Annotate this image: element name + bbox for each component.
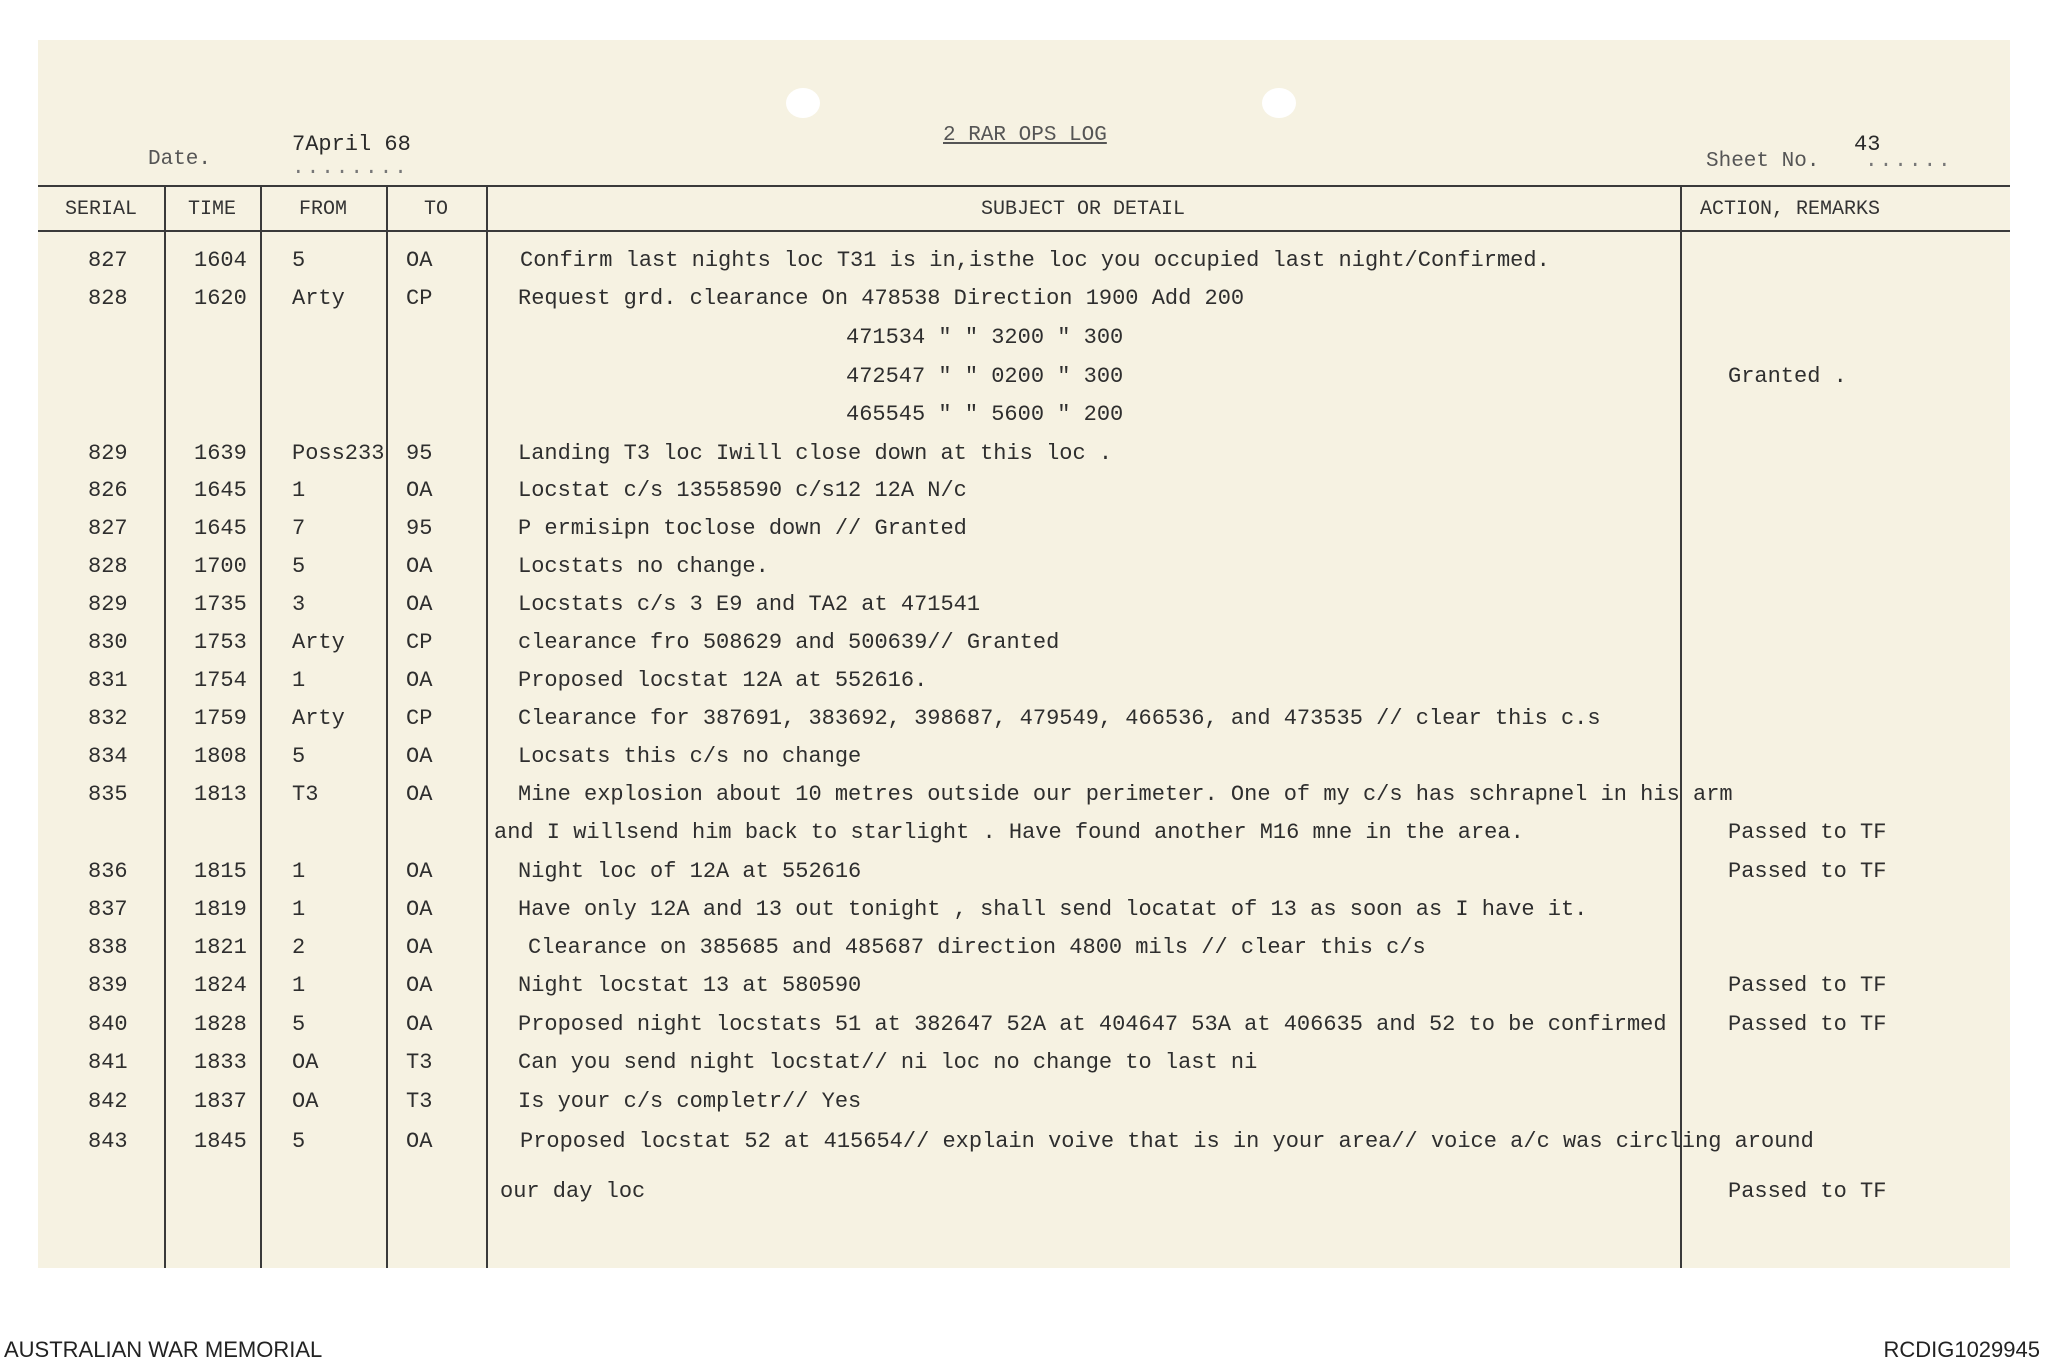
log-title xyxy=(943,124,1107,147)
row-time: 1639 xyxy=(194,441,247,466)
row-from: 5 xyxy=(292,554,306,579)
log-title-text: 2 RAR OPS LOG xyxy=(943,124,1107,147)
row-from: 5 xyxy=(292,1012,306,1037)
row-subject: Request grd. clearance On 478538 Direction 1900 Add 200 xyxy=(518,286,1245,311)
row-to: CP xyxy=(406,286,433,311)
row-serial: 843 xyxy=(88,1129,128,1154)
row-to: 95 xyxy=(406,441,433,466)
row-subject: Confirm last nights loc T31 is in,isthe loc you occupied last night/Confirmed. xyxy=(520,248,1550,273)
row-from: 1 xyxy=(292,973,306,998)
row-to: CP xyxy=(406,630,433,655)
row-from: OA xyxy=(292,1050,319,1075)
row-time: 1845 xyxy=(194,1129,247,1154)
col-divider-5 xyxy=(1680,187,1682,1268)
row-from: 2 xyxy=(292,935,306,960)
row-time: 1824 xyxy=(194,973,247,998)
punch-hole-left xyxy=(786,88,820,118)
row-to: OA xyxy=(406,1012,433,1037)
row-to: 95 xyxy=(406,516,433,541)
row-serial: 830 xyxy=(88,630,128,655)
row-serial: 836 xyxy=(88,859,128,884)
row-to: OA xyxy=(406,744,433,769)
row-to: T3 xyxy=(406,1050,433,1075)
log-sheet xyxy=(38,40,2010,1268)
row-from: 5 xyxy=(292,248,306,273)
sheet-value: 43 xyxy=(1854,132,1881,157)
row-from: 3 xyxy=(292,592,306,617)
sheet-number-field xyxy=(1706,132,1953,173)
row-from: 7 xyxy=(292,516,306,541)
row-time: 1833 xyxy=(194,1050,247,1075)
row-subject: Proposed locstat 12A at 552616. xyxy=(518,668,928,693)
row-subject: Have only 12A and 13 out tonight , shall send locatat of 13 as soon as I have it. xyxy=(518,897,1588,922)
row-serial: 831 xyxy=(88,668,128,693)
col-head-serial: SERIAL xyxy=(64,198,137,221)
row-serial: 826 xyxy=(88,478,128,503)
row-remarks: Passed to TF xyxy=(1728,1179,1887,1204)
row-to: OA xyxy=(406,554,433,579)
row-from: Arty xyxy=(292,706,345,731)
row-serial: 842 xyxy=(88,1089,128,1114)
row-subject: Can you send night locstat// ni loc no change to last ni xyxy=(518,1050,1258,1075)
row-time: 1735 xyxy=(194,592,247,617)
date-value: 7April 68 xyxy=(292,132,411,157)
row-subject: clearance fro 508629 and 500639// Granted xyxy=(518,630,1060,655)
row-time: 1813 xyxy=(194,782,247,807)
row-subject: Night locstat 13 at 580590 xyxy=(518,973,862,998)
header-top-rule xyxy=(38,185,2010,187)
footer-institution: AUSTRALIAN WAR MEMORIAL xyxy=(4,1337,323,1362)
row-serial: 841 xyxy=(88,1050,128,1075)
row-to: CP xyxy=(406,706,433,731)
row-to: OA xyxy=(406,782,433,807)
row-time: 1828 xyxy=(194,1012,247,1037)
row-subject: Locstats no change. xyxy=(518,554,769,579)
row-remarks: Passed to TF xyxy=(1728,1012,1887,1037)
row-subject: Locstats c/s 3 E9 and TA2 at 471541 xyxy=(518,592,981,617)
row-serial: 835 xyxy=(88,782,128,807)
row-subject: 465545 " " 5600 " 200 xyxy=(846,402,1124,427)
punch-hole-right xyxy=(1262,88,1296,118)
row-time: 1620 xyxy=(194,286,247,311)
col-head-remarks: ACTION, REMARKS xyxy=(1699,198,1881,221)
date-field xyxy=(148,148,211,171)
row-time: 1821 xyxy=(194,935,247,960)
row-subject: Night loc of 12A at 552616 xyxy=(518,859,862,884)
row-to: OA xyxy=(406,248,433,273)
row-serial: 827 xyxy=(88,516,128,541)
sheet-label: Sheet No. xyxy=(1706,150,1820,173)
row-to: OA xyxy=(406,973,433,998)
date-label: Date. xyxy=(148,148,212,171)
row-subject: and I willsend him back to starlight . Have found another M16 mne in the area. xyxy=(494,820,1524,845)
row-to: OA xyxy=(406,478,433,503)
row-to: OA xyxy=(406,668,433,693)
row-to: OA xyxy=(406,1129,433,1154)
row-subject: Landing T3 loc Iwill close down at this loc . xyxy=(518,441,1113,466)
row-serial: 834 xyxy=(88,744,128,769)
row-time: 1645 xyxy=(194,516,247,541)
row-subject: Is your c/s completr// Yes xyxy=(518,1089,862,1114)
header-bottom-rule xyxy=(38,230,2010,232)
row-serial: 837 xyxy=(88,897,128,922)
date-dots: ........ xyxy=(292,157,409,180)
row-subject: Clearance on 385685 and 485687 direction 4800 mils // clear this c/s xyxy=(528,935,1426,960)
row-time: 1645 xyxy=(194,478,247,503)
row-time: 1837 xyxy=(194,1089,247,1114)
row-serial: 828 xyxy=(88,554,128,579)
row-time: 1754 xyxy=(194,668,247,693)
row-from: 1 xyxy=(292,668,306,693)
row-serial: 827 xyxy=(88,248,128,273)
row-remarks: Passed to TF xyxy=(1728,859,1887,884)
row-subject: Proposed locstat 52 at 415654// explain voive that is in your area// voice a/c was circling around xyxy=(520,1129,1814,1154)
row-time: 1808 xyxy=(194,744,247,769)
footer-reference-id: RCDIG1029945 xyxy=(1883,1337,2040,1362)
row-subject: P ermisipn toclose down // Granted xyxy=(518,516,967,541)
row-serial: 832 xyxy=(88,706,128,731)
row-time: 1819 xyxy=(194,897,247,922)
sheet-dots: ...... xyxy=(1865,150,1953,173)
row-subject: Locstat c/s 13558590 c/s12 12A N/c xyxy=(518,478,967,503)
row-subject: our day loc xyxy=(500,1179,646,1204)
row-subject: Clearance for 387691, 383692, 398687, 479549, 466536, and 473535 // clear this c.s xyxy=(518,706,1601,731)
row-from: 1 xyxy=(292,897,306,922)
row-from: Poss233 xyxy=(292,441,385,466)
row-serial: 828 xyxy=(88,286,128,311)
row-time: 1700 xyxy=(194,554,247,579)
row-from: 5 xyxy=(292,744,306,769)
row-to: OA xyxy=(406,859,433,884)
col-head-subject: SUBJECT OR DETAIL xyxy=(980,198,1186,221)
col-head-time: TIME xyxy=(187,198,236,221)
row-from: 1 xyxy=(292,478,306,503)
row-subject: 472547 " " 0200 " 300 xyxy=(846,364,1124,389)
row-to: OA xyxy=(406,897,433,922)
row-from: 5 xyxy=(292,1129,306,1154)
row-subject: 471534 " " 3200 " 300 xyxy=(846,325,1124,350)
row-from: Arty xyxy=(292,630,345,655)
col-divider-1 xyxy=(164,187,166,1268)
row-from: Arty xyxy=(292,286,345,311)
col-divider-2 xyxy=(260,187,262,1268)
col-divider-4 xyxy=(486,187,488,1268)
row-serial: 829 xyxy=(88,592,128,617)
row-from: T3 xyxy=(292,782,319,807)
row-remarks: Passed to TF xyxy=(1728,973,1887,998)
row-serial: 838 xyxy=(88,935,128,960)
row-to: OA xyxy=(406,592,433,617)
row-serial: 840 xyxy=(88,1012,128,1037)
row-from: OA xyxy=(292,1089,319,1114)
col-head-to: TO xyxy=(423,198,448,221)
row-subject: Proposed night locstats 51 at 382647 52A at 404647 53A at 406635 and 52 to be confirmed xyxy=(518,1012,1667,1037)
row-serial: 829 xyxy=(88,441,128,466)
row-time: 1604 xyxy=(194,248,247,273)
row-subject: Locsats this c/s no change xyxy=(518,744,862,769)
col-head-from: FROM xyxy=(298,198,347,221)
row-to: OA xyxy=(406,935,433,960)
row-subject: Mine explosion about 10 metres outside our perimeter. One of my c/s has schrapnel in his arm xyxy=(518,782,1733,807)
row-remarks: Granted . xyxy=(1728,364,1847,389)
row-time: 1815 xyxy=(194,859,247,884)
row-from: 1 xyxy=(292,859,306,884)
date-value-field xyxy=(292,132,411,180)
col-divider-3 xyxy=(386,187,388,1268)
row-serial: 839 xyxy=(88,973,128,998)
row-to: T3 xyxy=(406,1089,433,1114)
row-time: 1753 xyxy=(194,630,247,655)
row-remarks: Passed to TF xyxy=(1728,820,1887,845)
row-time: 1759 xyxy=(194,706,247,731)
